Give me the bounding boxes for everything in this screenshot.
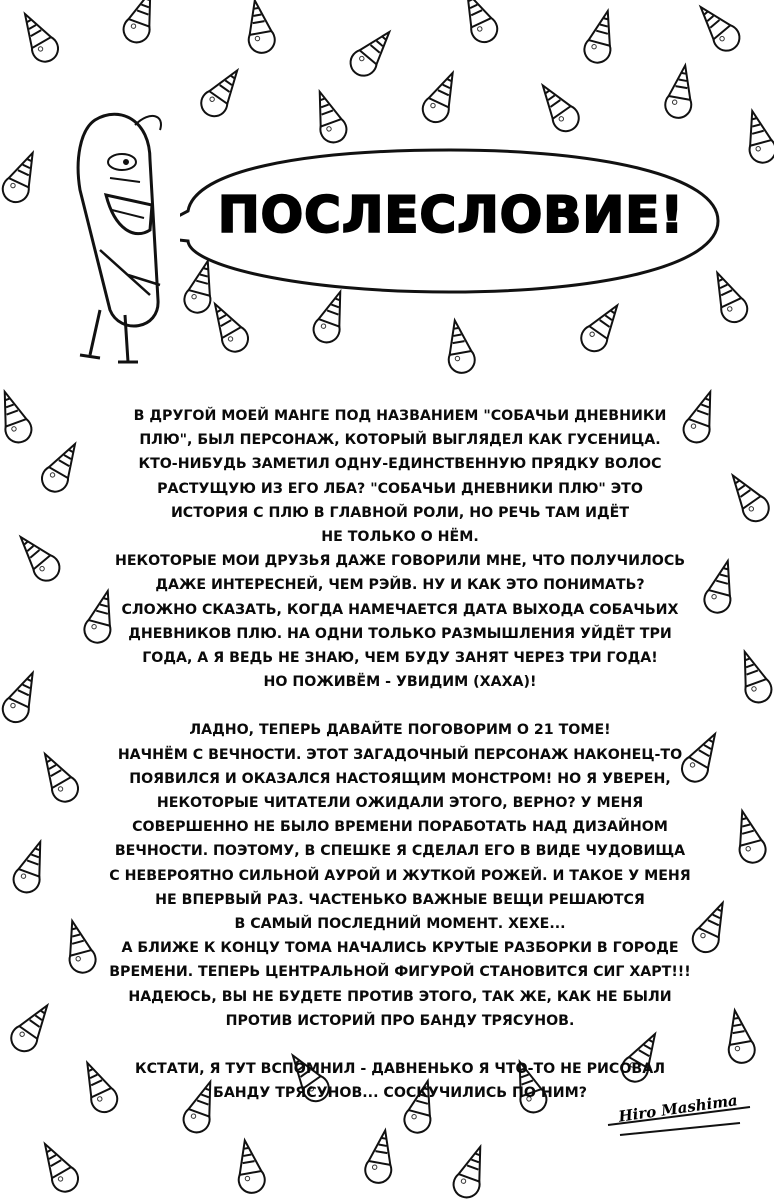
ice-cream-cone-icon	[532, 78, 584, 136]
text-line: С НЕВЕРОЯТНО СИЛЬНОЙ АУРОЙ И ЖУТКОЙ РОЖЕЙ. И ТАКОЕ У МЕНЯ	[109, 867, 691, 884]
ice-cream-cone-icon	[14, 8, 63, 67]
text-line: СОВЕРШЕННО НЕ БЫЛО ВРЕМЕНИ ПОРАБОТАТЬ НАД ДИЗАЙНОМ	[132, 819, 668, 836]
text-line: В САМЫЙ ПОСЛЕДНИЙ МОМЕНТ. ХЕХЕ...	[234, 916, 566, 933]
text-line: ДАЖЕ ИНТЕРЕСНЕЙ, ЧЕМ РЭЙВ. НУ И КАК ЭТО ПОНИМАТЬ?	[155, 577, 645, 594]
ice-cream-cone-icon	[204, 298, 253, 357]
text-line: НЕКОТОРЫЕ МОИ ДРУЗЬЯ ДАЖЕ ГОВОРИЛИ МНЕ, ЧТО ПОЛУЧИЛОСЬ	[114, 553, 686, 570]
ice-cream-cone-icon	[242, 0, 277, 55]
ice-cream-cone-icon	[722, 1008, 757, 1065]
text-line: НЕКОТОРЫЕ ЧИТАТЕЛИ ОЖИДАЛИ ЭТОГО, ВЕРНО? У МЕНЯ	[156, 795, 644, 812]
ice-cream-cone-icon	[0, 147, 44, 206]
ice-cream-cone-icon	[740, 108, 774, 166]
text-line: КТО-НИБУДЬ ЗАМЕТИЛ ОДНУ-ЕДИНСТВЕННУЮ ПРЯДКУ ВОЛОС	[138, 456, 662, 473]
text-line: НАЧНЁМ С ВЕЧНОСТИ. ЭТОТ ЗАГАДОЧНЫЙ ПЕРСОНАЖ НАКОНЕЦ-ТО	[117, 746, 683, 763]
signature: Hiro Mashima	[617, 1091, 739, 1126]
text-line: СЛОЖНО СКАЗАТЬ, КОГДА НАМЕЧАЕТСЯ ДАТА ВЫХОДА СОБАЧЬИХ	[121, 601, 679, 618]
ice-cream-cone-icon	[34, 748, 83, 807]
text-line: ПЛЮ", БЫЛ ПЕРСОНАЖ, КОТОРЫЙ ВЫГЛЯДЕЛ КАК ГУСЕНИЦА.	[139, 432, 661, 449]
ice-cream-cone-icon	[722, 468, 774, 526]
text-line: ДНЕВНИКОВ ПЛЮ. НА ОДНИ ТОЛЬКО РАЗМЫШЛЕНИЯ УЙДЁТ ТРИ	[128, 625, 672, 642]
ice-cream-cone-icon	[733, 647, 774, 706]
text-line: ГОДА, А Я ВЕДЬ НЕ ЗНАЮ, ЧЕМ БУДУ ЗАНЯТ ЧЕРЕЗ ТРИ ГОДА!	[142, 650, 658, 667]
text-line: А БЛИЖЕ К КОНЦУ ТОМА НАЧАЛИСЬ КРУТЫЕ РАЗБОРКИ В ГОРОДЕ	[121, 940, 679, 957]
ice-cream-cone-icon	[310, 287, 353, 346]
ice-cream-cone-icon	[691, 0, 745, 56]
ice-cream-cone-icon	[663, 63, 698, 120]
ice-cream-cone-icon	[418, 67, 464, 126]
ice-cream-cone-icon	[730, 808, 769, 866]
text-line: ПРОТИВ ИСТОРИЙ ПРО БАНДУ ТРЯСУНОВ.	[225, 1012, 575, 1029]
ice-cream-cone-icon	[11, 529, 65, 586]
ice-cream-cone-icon	[701, 558, 740, 616]
ice-cream-cone-icon	[576, 298, 628, 356]
ice-cream-cone-icon	[456, 0, 502, 46]
text-line: НЕ ВПЕРВЫЙ РАЗ. ЧАСТЕНЬКО ВАЖНЫЕ ВЕЩИ РЕШАЮТСЯ	[155, 891, 645, 908]
text-line: ВРЕМЕНИ. ТЕПЕРЬ ЦЕНТРАЛЬНОЙ ФИГУРОЙ СТАНОВИТСЯ СИГ ХАРТ!!!	[109, 964, 691, 981]
ice-cream-cone-icon	[232, 1138, 267, 1195]
ice-cream-cone-icon	[442, 318, 477, 375]
ice-cream-cone-icon	[120, 0, 163, 46]
text-line: КСТАТИ, Я ТУТ ВСПОМНИЛ - ДАВНЕНЬКО Я ЧТО-ТО НЕ РИСОВАЛ	[135, 1061, 665, 1078]
ice-cream-cone-icon	[308, 87, 351, 146]
afterword-body	[100, 404, 700, 1105]
ice-cream-cone-icon	[60, 918, 99, 976]
ice-cream-cone-icon	[581, 8, 620, 66]
ice-cream-cone-icon	[0, 667, 44, 726]
page-title: ПОСЛЕСЛОВИЕ!	[217, 186, 685, 244]
ice-cream-cone-icon	[345, 24, 399, 81]
text-line: ИСТОРИЯ С ПЛЮ В ГЛАВНОЙ РОЛИ, НО РЕЧЬ ТАМ ИДЁТ	[170, 504, 630, 521]
paragraph-2	[100, 718, 700, 1033]
text-line: ПОЯВИЛСЯ И ОКАЗАЛСЯ НАСТОЯЩИМ МОНСТРОМ! НО Я УВЕРЕН,	[129, 770, 671, 787]
ice-cream-cone-icon	[363, 1128, 398, 1185]
ice-cream-cone-icon	[34, 1138, 83, 1197]
ice-cream-cone-icon	[10, 837, 53, 896]
ice-cream-cone-icon	[6, 998, 58, 1056]
text-line: БАНДУ ТРЯСУНОВ... СОСКУЧИЛИСЬ ПО НИМ?	[213, 1085, 587, 1102]
ice-cream-cone-icon	[37, 438, 86, 497]
text-line: НЕ ТОЛЬКО О НЁМ.	[321, 529, 479, 546]
paragraph-1	[100, 404, 700, 694]
text-line: РАСТУЩУЮ ИЗ ЕГО ЛБА? "СОБАЧЬИ ДНЕВНИКИ ПЛЮ" ЭТО	[157, 480, 643, 497]
text-line: НАДЕЮСЬ, ВЫ НЕ БУДЕТЕ ПРОТИВ ЭТОГО, ТАК ЖЕ, КАК НЕ БЫЛИ	[128, 988, 672, 1005]
ice-cream-cone-icon	[0, 387, 35, 446]
ice-cream-cone-icon	[450, 1142, 493, 1200]
text-line: НО ПОЖИВЁМ - УВИДИМ (ХАХА)!	[263, 674, 537, 691]
text-line: ЛАДНО, ТЕПЕРЬ ДАВАЙТЕ ПОГОВОРИМ О 21 ТОМЕ!	[189, 722, 611, 739]
text-line: В ДРУГОЙ МОЕЙ МАНГЕ ПОД НАЗВАНИЕМ "СОБАЧЬИ ДНЕВНИКИ	[133, 408, 667, 424]
text-line: ВЕЧНОСТИ. ПОЭТОМУ, В СПЕШКЕ Я СДЕЛАЛ ЕГО В ВИДЕ ЧУДОВИЩА	[114, 843, 686, 860]
